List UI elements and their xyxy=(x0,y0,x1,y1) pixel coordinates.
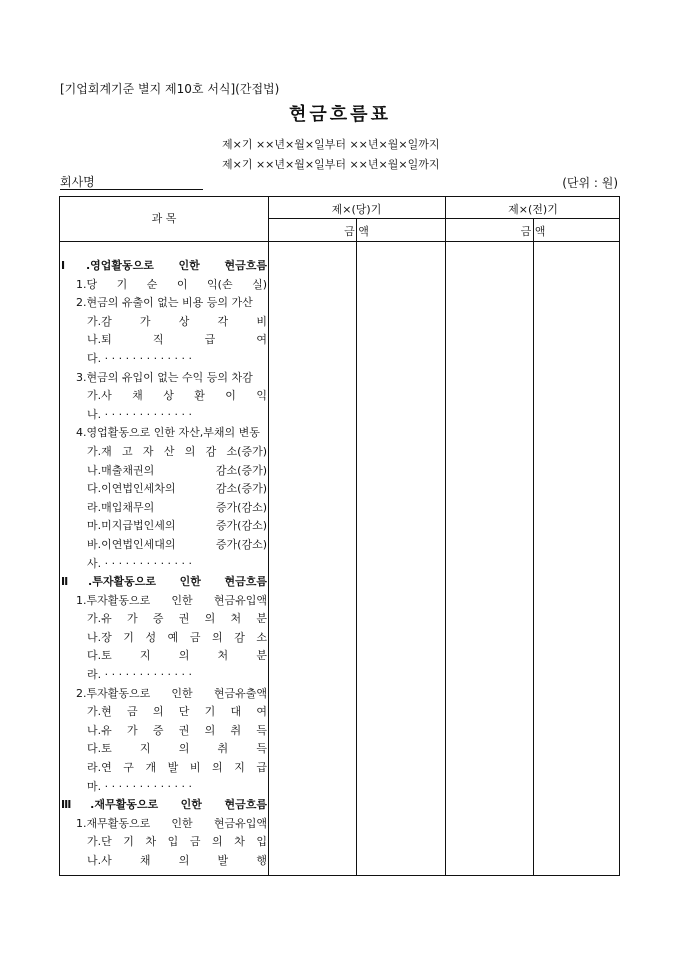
account-row: 다.이연법인세차의 감소(증가) xyxy=(87,482,267,496)
account-row: 라.매입채무의 증가(감소) xyxy=(87,500,267,514)
account-row: 다. · · · · · · · · · · · · · xyxy=(87,351,193,365)
account-row: 나.퇴 직 급 여 xyxy=(87,333,267,347)
form-title: [기업회계기준 별지 제10호 서식](간접법) xyxy=(60,82,280,96)
col-account-header: 과 목 xyxy=(151,212,177,225)
unit-label: (단위 : 원) xyxy=(562,176,618,190)
company-name-field: 회사명 xyxy=(60,173,203,190)
divider-previous-mid xyxy=(533,218,534,875)
account-row: 나.매출채권의 감소(증가) xyxy=(87,463,267,477)
account-row: 4.영업활동으로 인한 자산,부채의 변동 xyxy=(76,426,260,440)
col-current-amount: 금 액 xyxy=(344,225,369,238)
account-row: 3.현금의 유입이 없는 수익 등의 차감 xyxy=(76,370,253,384)
account-row: 마. · · · · · · · · · · · · · xyxy=(87,779,193,793)
account-row: 1.투자활동으로 인한 현금유입액 xyxy=(76,593,267,607)
period-current: 제×기 ××년×월×일부터 ××년×월×일까지 xyxy=(222,138,440,151)
divider-account xyxy=(268,197,269,875)
period-previous: 제×기 ××년×월×일부터 ××년×월×일까지 xyxy=(222,158,440,171)
account-row: 나.유 가 증 권 의 취 득 xyxy=(87,723,267,737)
account-row: 다.토 지 의 취 득 xyxy=(87,742,267,756)
account-row: 가.사 채 상 환 이 익 xyxy=(87,389,267,403)
account-row: 바.이연법인세대의 증가(감소) xyxy=(87,537,267,551)
account-row: 가.현 금 의 단 기 대 여 xyxy=(87,705,267,719)
section-heading: Ⅲ.재무활동으로 인한 현금흐름 xyxy=(61,798,267,812)
account-row: 나. · · · · · · · · · · · · · xyxy=(87,407,193,421)
account-row: 1.재무활동으로 인한 현금유입액 xyxy=(76,816,267,830)
account-row: 라.연 구 개 발 비 의 지 급 xyxy=(87,761,267,775)
col-previous-amount: 금 액 xyxy=(520,225,546,238)
account-row: 가.유 가 증 권 의 처 분 xyxy=(87,612,267,626)
account-row: 가.재 고 자 산 의 감 소(증가) xyxy=(87,444,267,458)
divider-current-previous xyxy=(445,197,446,875)
account-row: 마.미지급법인세의 증가(감소) xyxy=(87,519,267,533)
page-title: 현금흐름표 xyxy=(289,104,391,125)
header-bottom-line xyxy=(60,241,619,242)
account-row: 2.투자활동으로 인한 현금유출액 xyxy=(76,686,267,700)
divider-current-mid xyxy=(356,218,357,875)
account-row: 라. · · · · · · · · · · · · · xyxy=(87,668,193,682)
account-row: 1.당 기 순 이 익(손 실) xyxy=(76,277,267,291)
account-row: 가.단 기 차 입 금 의 차 입 xyxy=(87,835,267,849)
section-heading: Ⅰ.영업활동으로 인한 현금흐름 xyxy=(61,259,267,272)
account-row: 다.토 지 의 처 분 xyxy=(87,649,267,663)
account-row: 가.감 가 상 각 비 xyxy=(87,314,267,328)
account-row: 나.사 채 의 발 행 xyxy=(87,854,267,867)
section-heading: Ⅱ.투자활동으로 인한 현금흐름 xyxy=(61,575,267,589)
account-list xyxy=(61,257,267,871)
header-subdivider xyxy=(268,218,619,219)
account-row: 나.장 기 성 예 금 의 감 소 xyxy=(87,630,267,644)
account-row: 2.현금의 유출이 없는 비용 등의 가산 xyxy=(76,296,253,310)
account-row: 사. · · · · · · · · · · · · · xyxy=(87,556,193,570)
col-previous-header: 제×(전)기 xyxy=(508,203,558,216)
col-current-header: 제×(당)기 xyxy=(331,203,382,216)
